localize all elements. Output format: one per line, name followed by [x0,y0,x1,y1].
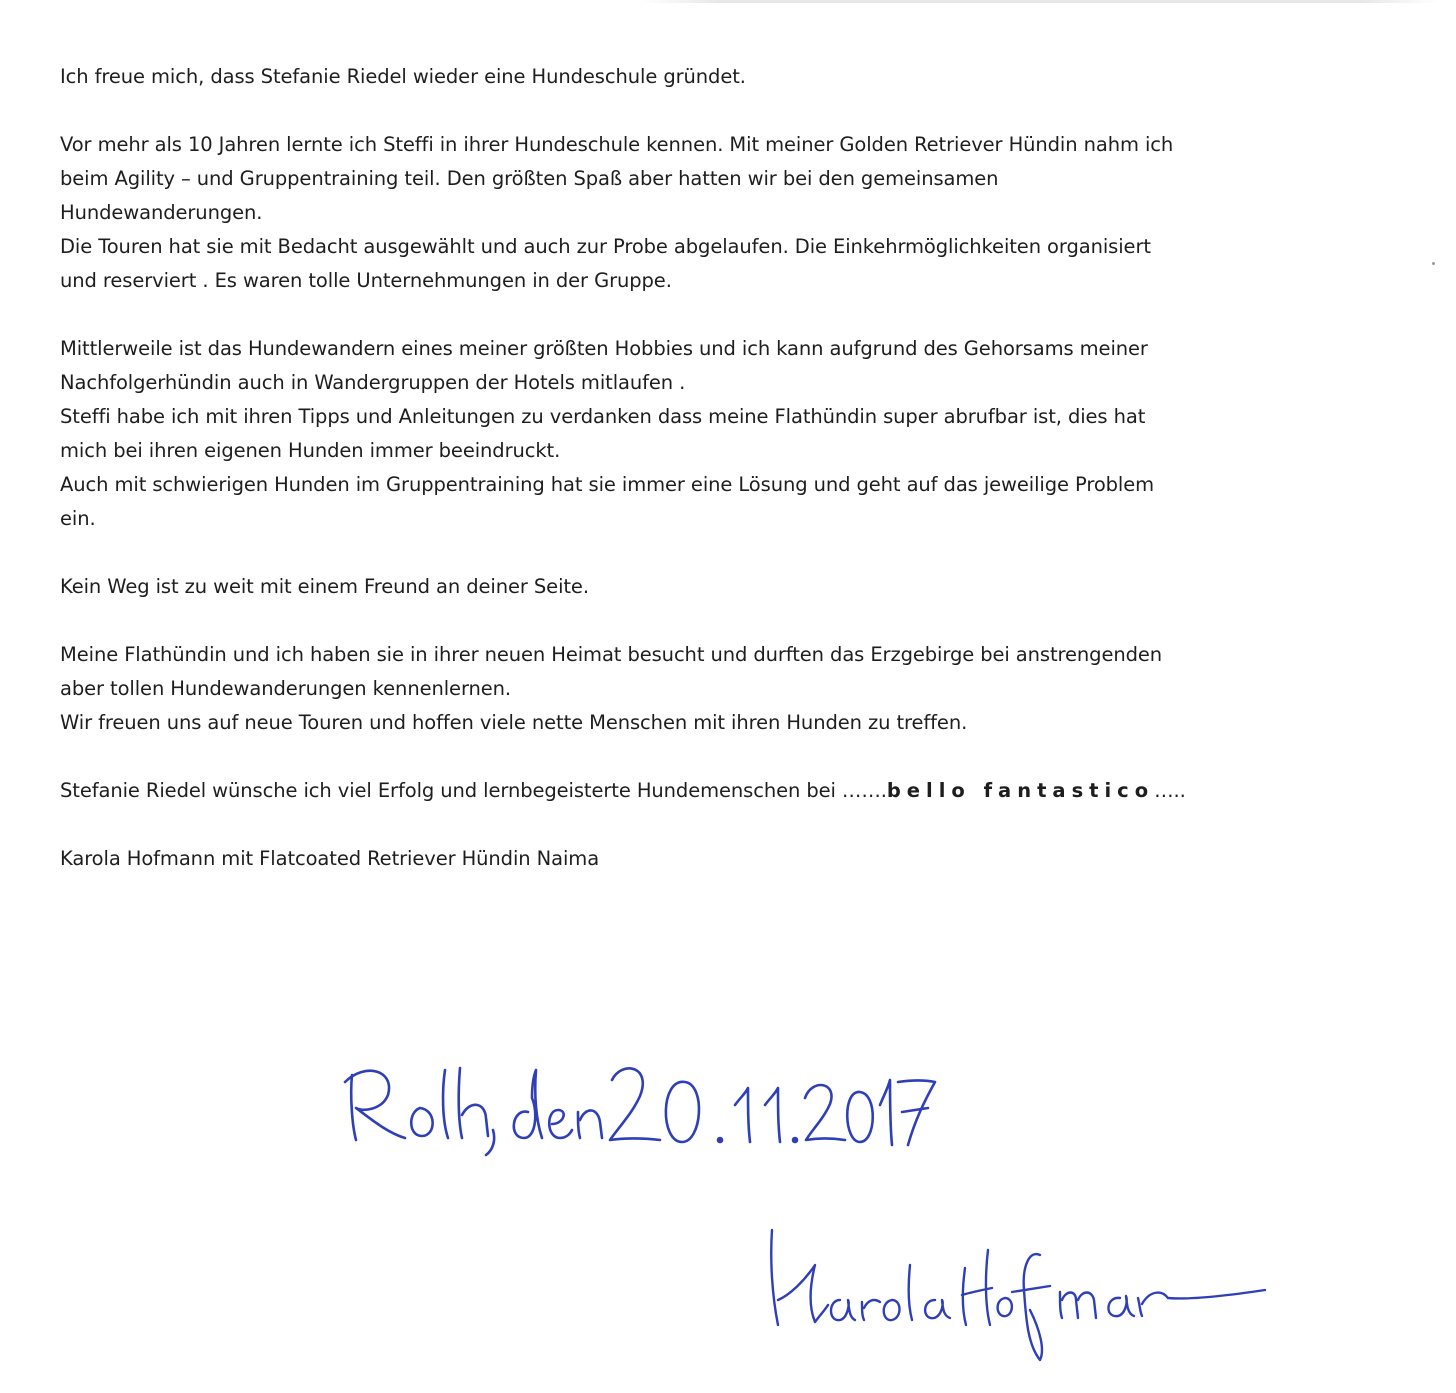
letter-line: aber tollen Hundewanderungen kennenlernen. [60,677,512,700]
closing-text: Karola Hofmann mit Flatcoated Retriever Hündin Naima [60,847,600,870]
letter-line: Wir freuen uns auf neue Touren und hoffen viele nette Menschen mit ihren Hunden zu treffen. [60,711,968,734]
letter-line: beim Agility – und Gruppentraining teil. Den größten Spaß aber hatten wir bei den gemeinsamen [60,167,999,190]
handwritten-place-date [345,1068,935,1155]
wishes-text: Stefanie Riedel wünsche ich viel Erfolg und lernbegeisterte Hundemenschen bei ……. [60,779,887,802]
letter-line: Meine Flathündin und ich haben sie in ihrer neuen Heimat besucht und durften das Erzgebirge bei anstrengenden [60,643,1163,666]
letter-line: Hundewanderungen. [60,201,263,224]
school-name: bello fantastico [886,779,1155,802]
letter-line: Ich freue mich, dass Stefanie Riedel wieder eine Hundeschule gründet. [60,65,746,88]
letter-line: und reserviert . Es waren tolle Unternehmungen in der Gruppe. [60,269,672,292]
letter-line: mich bei ihren eigenen Hunden immer beeindruckt. [60,439,561,462]
letter-line: Die Touren hat sie mit Bedacht ausgewählt und auch zur Probe abgelaufen. Die Einkehrmöglichkeiten organisiert [60,235,1151,258]
letter-line: ein. [60,507,96,530]
letter-line: Steffi habe ich mit ihren Tipps und Anleitungen zu verdanken dass meine Flathündin super abrufbar ist, dies hat [60,405,1146,428]
wishes-ellipsis: ….. [1154,779,1186,802]
letter-line: Auch mit schwierigen Hunden im Gruppentraining hat sie immer eine Lösung und geht auf das jeweilige Problem [60,473,1155,496]
letter-line: Vor mehr als 10 Jahren lernte ich Steffi in ihrer Hundeschule kennen. Mit meiner Golden Retriever Hündin nahm ich [60,133,1174,156]
letter-line: Kein Weg ist zu weit mit einem Freund an deiner Seite. [60,575,589,598]
handwritten-signature [771,1230,1265,1360]
letter-line: Mittlerweile ist das Hundewandern eines meiner größten Hobbies und ich kann aufgrund des Gehorsams meiner [60,337,1148,360]
letter-line: Nachfolgerhündin auch in Wandergruppen der Hotels mitlaufen . [60,371,686,394]
